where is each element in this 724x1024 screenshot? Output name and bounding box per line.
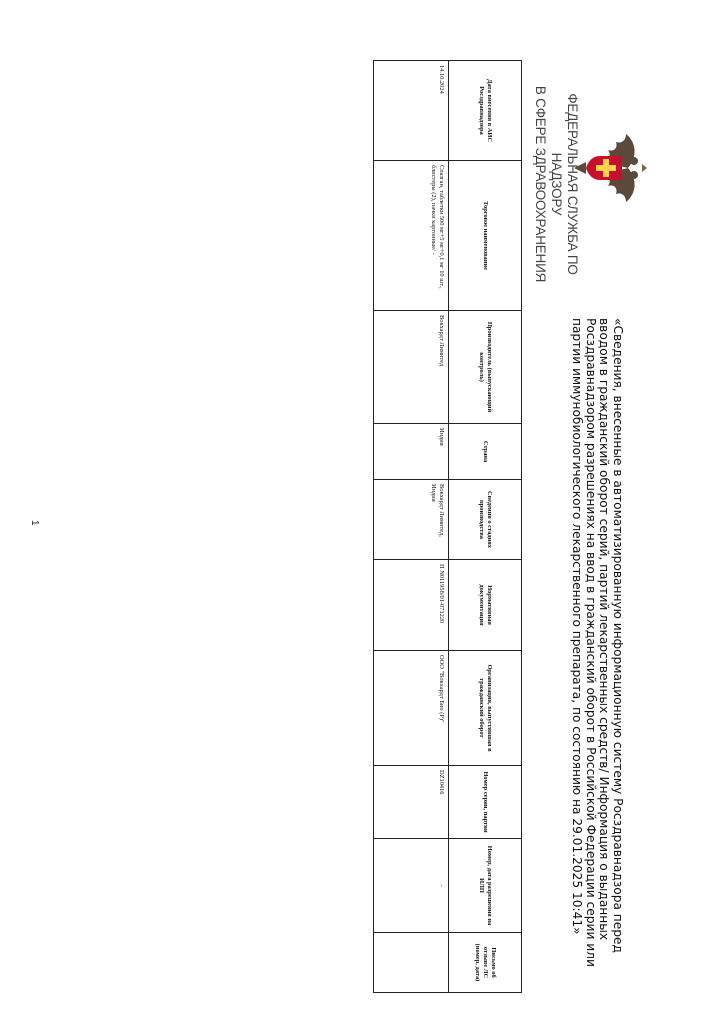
col-header-normative-doc: Нормативная документация — [449, 560, 522, 651]
document-title: «Сведения, внесенные в автоматизированную информационную систему Росздравнадзора перед вводом в гражданский оборот серий, партий лекарственных средств/ Информация о выданных Росздравнадзором разрешениях на ввод в гражданский оборот в Российской Федерации серии или партии иммунобиологического лекарственного препарата, по состоянию на 29.01.2025 10:41» — [570, 318, 625, 967]
page-number: 1 — [29, 520, 40, 526]
registry-table — [373, 60, 522, 993]
cell-normative-doc: П N011958/01-071220 — [374, 560, 449, 651]
col-header-trade-name: Торговое наименование — [449, 161, 522, 311]
col-header-manufacturer: Производитель (выпускающий контроль) — [449, 311, 522, 424]
cell-batch-number: DZ10416 — [374, 766, 449, 839]
cell-recall-letter — [374, 933, 449, 993]
col-header-date: Дата внесения в АИС Росздравнадзора — [449, 61, 522, 161]
agency-name — [532, 64, 580, 304]
col-header-recall-letter: Письмо об отзыве ЛС (номер, дата) — [449, 933, 522, 993]
cell-country: Индия — [374, 424, 449, 480]
col-header-country: Страна — [449, 424, 522, 480]
col-header-organization: Организация, выпустившая в гражданский оборот — [449, 651, 522, 766]
cell-date: 14.10.2024 — [374, 61, 449, 161]
col-header-batch-number: Номер серии, партии — [449, 766, 522, 839]
col-header-production-stages: Сведения о стадиях производства — [449, 480, 522, 560]
col-header-permit: Номер, дата разрешения на ИЛП — [449, 839, 522, 933]
cell-manufacturer: Вокхардт Лимитед — [374, 311, 449, 424]
agency-name-line2: В СФЕРЕ ЗДРАВООХРАНЕНИЯ — [533, 85, 548, 283]
cell-organization: ООО "Вокхардт Био (Р)" — [374, 651, 449, 766]
table-header-row — [449, 61, 522, 993]
roszdravnadzor-emblem-icon — [572, 128, 648, 208]
agency-name-line1: ФЕДЕРАЛЬНАЯ СЛУЖБА ПО НАДЗОРУ — [549, 93, 580, 275]
table-row — [374, 61, 449, 993]
cell-production-stages: Вокхардт Лимитед, Индия — [374, 480, 449, 560]
cell-trade-name: Спазган, таблетки 500 мг+5 мг+0,1 мг 10 шт., блистеры (2), пачки картонные/ - — [374, 161, 449, 311]
cell-permit: - — [374, 839, 449, 933]
